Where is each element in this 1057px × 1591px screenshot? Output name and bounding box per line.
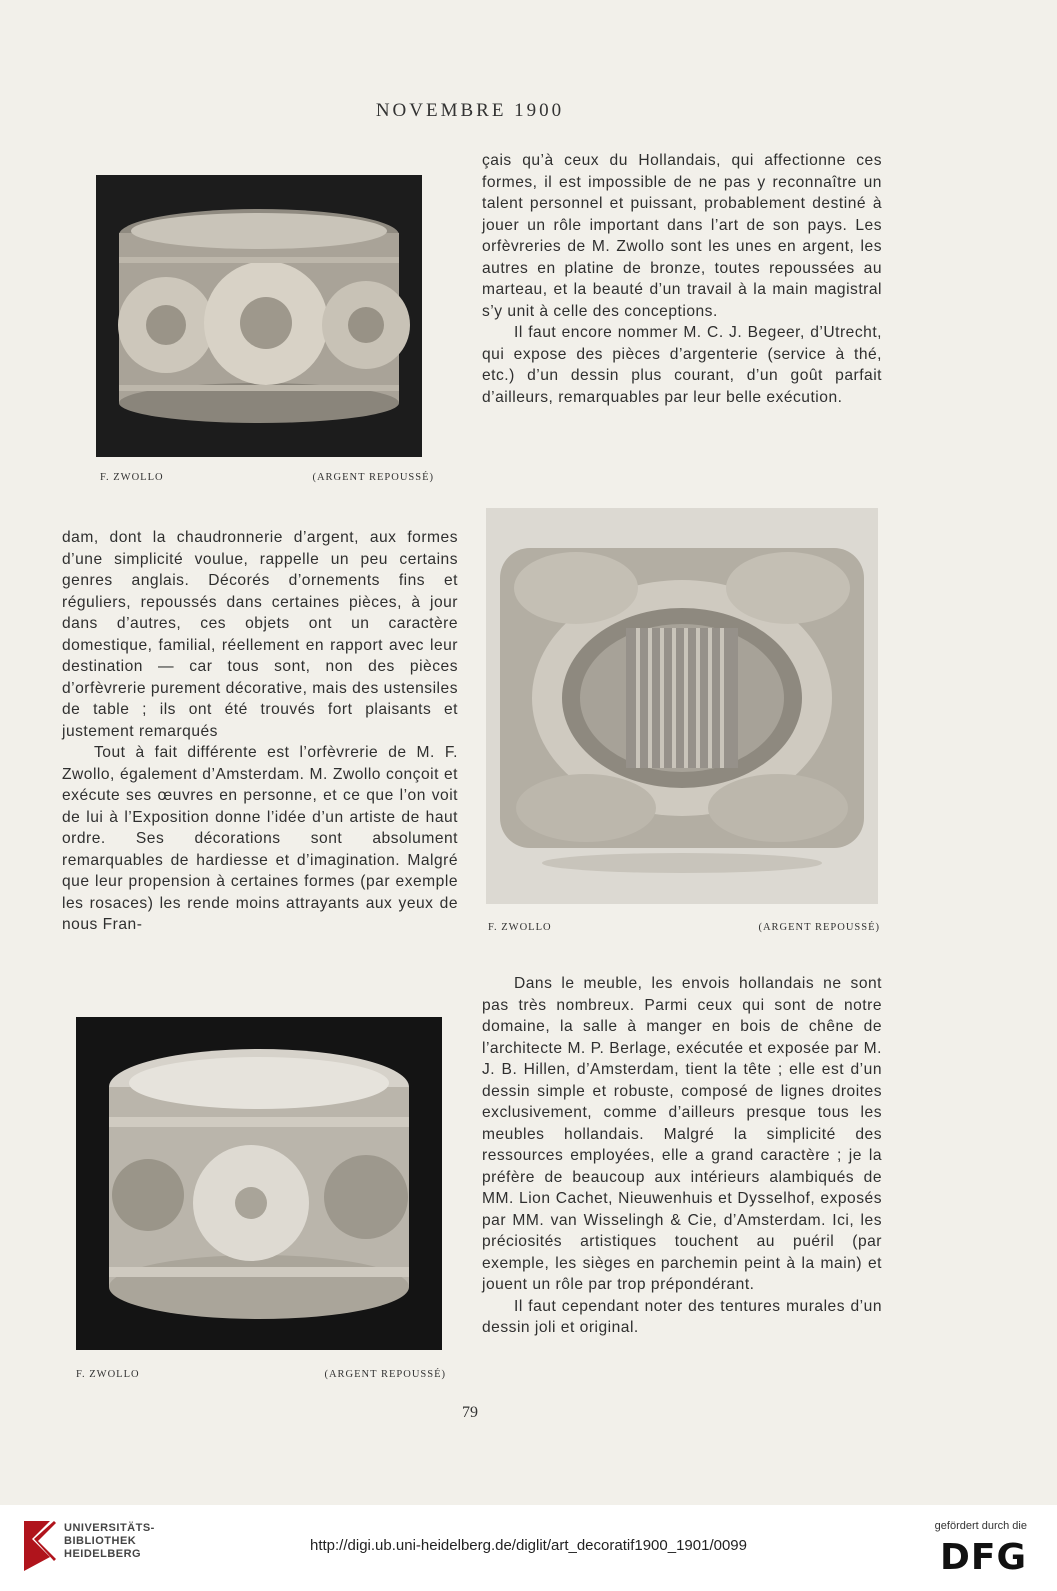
paragraph: Dans le meuble, les envois hollandais ne sont pas très nombreux. Parmi ceux qui sont de notre domaine, la salle à manger en bois de chêne de l’architecte M. P. Berlage, exécutée et exposée par M. J. B. Hillen, d’Amsterdam, tient la tête ; elle est d’un dessin simple et robuste, composé de lignes droites exclusivement, comme d’ailleurs presque tous les meubles hollandais. Malgré la simplicité des ressources employées, elle a grand caractère ; je la préfère de beaucoup aux intérieurs alambiqués de MM. Lion Cachet, Nieuwenhuis et Dysselhof, exposés par MM. van Wisselingh & Cie, d’Amsterdam. Ici, les préciosités artistiques touchent au puéril (par exemple, les sièges en parchemin peint à la main) et jouent un rôle par trop prépondérant.: [482, 975, 882, 1293]
caption-artist: F. ZWOLLO: [488, 922, 552, 933]
figure-caption-3: [76, 1369, 446, 1380]
text-column-left-middle: [62, 527, 458, 936]
figure-caption-2: [488, 922, 880, 933]
running-head: NOVEMBRE 1900: [375, 100, 565, 121]
photo-napkin-ring-openwork: [76, 1017, 442, 1350]
photo-napkin-ring-sunflowers: [96, 175, 422, 457]
institution-line: UNIVERSITÄTS-: [64, 1522, 155, 1534]
paragraph: Il faut encore nommer M. C. J. Begeer, d’Utrecht, qui expose des pièces d’argenterie (service à thé, etc.) d’un dessin plus courant, d’un goût parfait d’ailleurs, remarquables par leur belle exécution.: [482, 324, 882, 406]
paragraph: Il faut cependant noter des tentures murales d’un dessin joli et original.: [482, 1297, 882, 1336]
digitization-footer: [0, 1505, 1057, 1591]
dfg-logo: DFG: [939, 1537, 1027, 1578]
text-column-right-top: [482, 150, 882, 408]
paragraph: dam, dont la chaudronnerie d’argent, aux formes d’une simplicité voulue, rappelle un peu certains genres anglais. Décorés d’ornements fins et réguliers, repoussés dans certaines pièces, à jour dans d’autres, ces objets ont un caractère domestique, familial, réellement en rapport avec leur destination — car tous sont, non des pièces d’orfèvrerie purement décorative, mais des ustensiles de table ; ils ont été trouvés fort plaisants et justement remarqués: [62, 529, 458, 740]
paragraph: çais qu’à ceux du Hollandais, qui affectionne ces formes, il est impossible de ne pas y reconnaître un talent personnel et puissant, probablement destiné à jouer un rôle important dans l’art de son pays. Les orfèvreries de M. Zwollo sont les unes en argent, les autres en platine de bronze, toutes repoussées au marteau, et la beauté d’un travail à la main magistral s’y unit à celle des conceptions.: [482, 152, 882, 320]
caption-artist: F. ZWOLLO: [76, 1369, 140, 1380]
source-url-link[interactable]: http://digi.ub.uni-heidelberg.de/diglit/art_decoratif1900_1901/0099: [310, 1537, 747, 1554]
institution-line: HEIDELBERG: [64, 1548, 142, 1560]
photo-ornamental-buckle-birds: [486, 508, 878, 904]
caption-technique: (ARGENT REPOUSSÉ): [312, 472, 434, 483]
caption-technique: (ARGENT REPOUSSÉ): [324, 1369, 446, 1380]
funder-label: gefördert durch die: [934, 1520, 1027, 1532]
caption-technique: (ARGENT REPOUSSÉ): [758, 922, 880, 933]
institution-line: BIBLIOTHEK: [64, 1535, 137, 1547]
figure-caption-1: [100, 472, 434, 483]
text-column-right-bottom: [482, 973, 882, 1339]
paragraph: Tout à fait différente est l’orfèvrerie de M. F. Zwollo, également d’Amsterdam. M. Zwollo conçoit et exécute ses œuvres en personne, et ce que l’on voit de lui à l’Exposition donne l’idée d’un artiste de haut ordre. Ses décorations sont absolument remarquables de hardiesse et d’imagination. Malgré que leur propension à certaines formes (par exemple les rosaces) les rende moins attrayants aux yeux de nous Fran-: [62, 744, 458, 933]
page-number: 79: [462, 1404, 478, 1421]
caption-artist: F. ZWOLLO: [100, 472, 164, 483]
